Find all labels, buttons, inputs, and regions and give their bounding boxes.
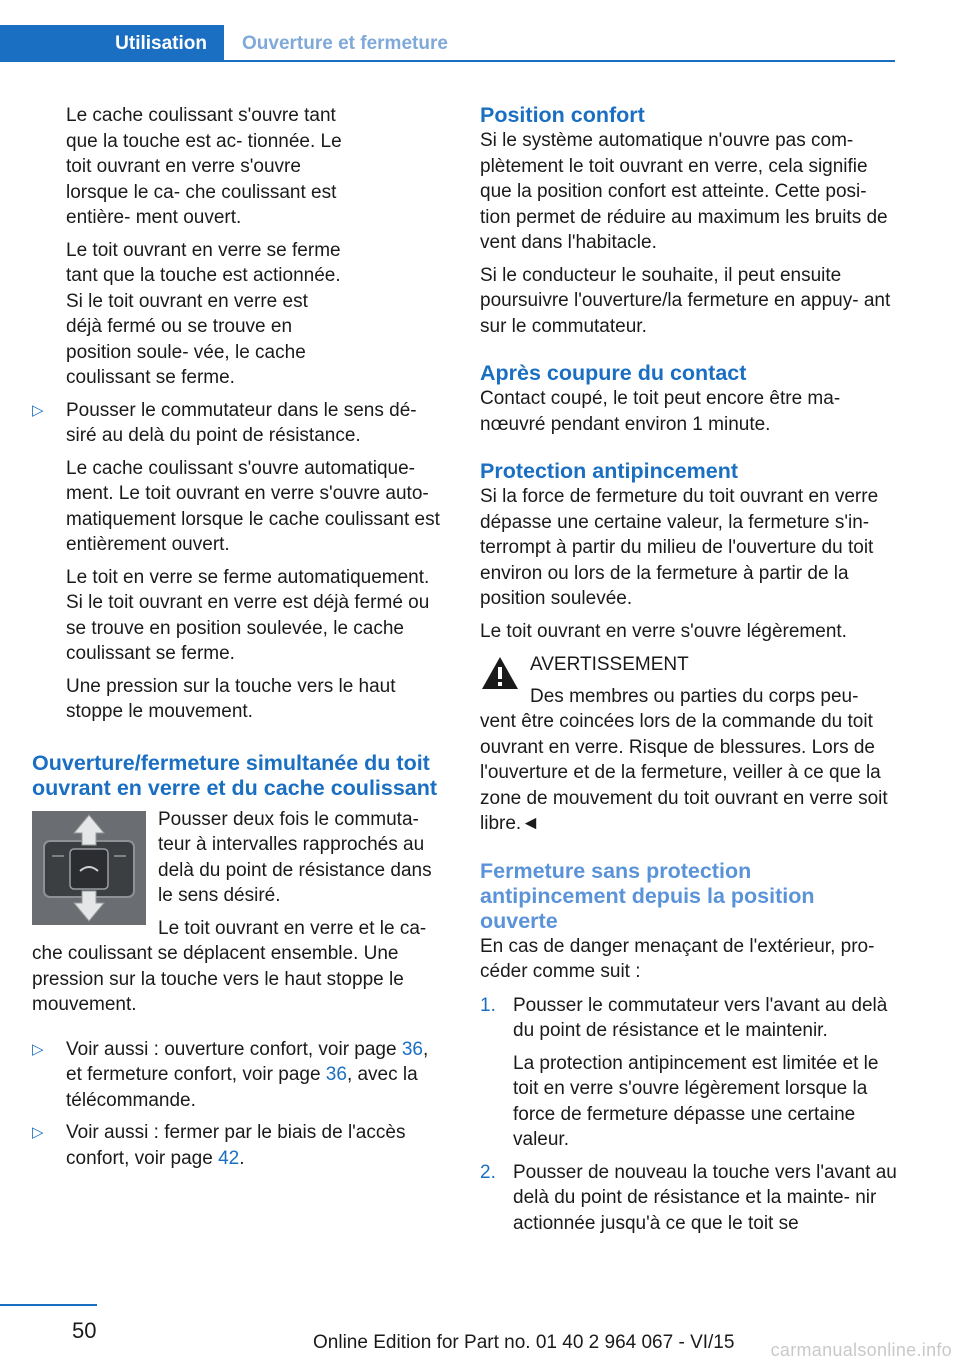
warning-title-row — [480, 652, 898, 678]
bullet-text: , avec la télécommande. — [66, 1064, 418, 1111]
triangle-bullet-icon: ▷ — [32, 1040, 44, 1058]
paragraph: Le cache coulissant s'ouvre tant que la touche est ac- tionnée. Le toit ouvrant en verre s'ouvre lorsque le ca- che coulissant est entière- ment ouvert. — [66, 105, 342, 228]
image-paragraph-block — [32, 807, 448, 1025]
bullet-text: , et fermeture confort, voir page — [66, 1038, 429, 1085]
bullet-text: . — [239, 1147, 245, 1169]
page-link-42[interactable]: 42 — [218, 1147, 240, 1169]
paragraph: Le toit ouvrant en verre s'ouvre légèrement. — [480, 620, 847, 642]
step-number: 1. — [480, 994, 496, 1016]
bullet-text: Une pression sur la touche vers le haut stoppe le mouvement. — [66, 675, 396, 722]
section-heading: Après coupure du contact — [480, 361, 747, 385]
warning-triangle-icon — [480, 655, 520, 691]
footer-rule — [0, 1304, 97, 1306]
edition-text: Online Edition for Part no. 01 40 2 964 067 - VI/15 — [313, 1332, 735, 1353]
paragraph: En cas de danger menaçant de l'extérieur, pro- céder comme suit : — [480, 935, 875, 982]
section-heading: Fermeture sans protection antipincement depuis la position ouverte — [480, 858, 815, 933]
triangle-bullet-icon: ▷ — [32, 401, 44, 419]
bullet-item — [32, 1120, 448, 1171]
header-section-title: Ouverture et fermeture — [242, 32, 448, 54]
triangle-bullet-icon: ▷ — [32, 1124, 44, 1141]
section-heading: Protection antipincement — [480, 459, 739, 483]
roof-switch-image — [32, 811, 146, 925]
warning-title: AVERTISSEMENT — [530, 654, 689, 675]
bullet-item — [32, 1037, 448, 1114]
right-column — [480, 103, 898, 1243]
bullet-text: Pousser le commutateur dans le sens dé- siré au delà du point de résistance. — [66, 399, 417, 446]
step-text: Pousser le commutateur vers l'avant au delà du point de résistance et le maintenir. — [513, 994, 888, 1041]
step-number: 2. — [480, 1161, 496, 1183]
paragraph: Si la force de fermeture du toit ouvrant en verre dépasse une certaine valeur, la fermeture s'in- terrompt à partir du milieu de l'ouverture du toit environ ou lors de la fermeture à partir de la position soulevée. — [480, 486, 879, 609]
step-text: La protection antipincement est limitée et le toit en verre s'ouvre légèrement lorsque la force de fermeture dépasse une certaine valeur. — [513, 1052, 879, 1150]
warning-text: Des membres ou parties du corps peu- vent être coincées lors de la commande du toit ouvrant en verre. Risque de blessures. Lors de l'ouverture et de la fermeture, veiller à ce que la zone de mouvement du toit ouvrant en verre soit libre.◄ — [480, 685, 888, 834]
paragraph: Si le système automatique n'ouvre pas com- plètement le toit ouvrant en verre, cela signifie que la position confort est atteinte. Cette posi- tion permet de réduire au maximum les bruits de vent dans l'habitacle. — [480, 130, 888, 253]
numbered-step — [480, 993, 898, 1153]
paragraph: Si le conducteur le souhaite, il peut ensuite poursuivre l'ouverture/la fermeture en appuy- ant sur le commutateur. — [480, 264, 891, 337]
roof-switch-icon — [32, 811, 146, 925]
page-link-36[interactable]: 36 — [325, 1064, 347, 1085]
left-column — [32, 103, 448, 1178]
section-heading: Position confort — [480, 103, 645, 127]
warning-block — [480, 652, 898, 837]
bullet-text: Le toit en verre se ferme automatiquement. Si le toit ouvrant en verre est déjà fermé ou se trouve en position soulevée, le cache coulissant se ferme. — [66, 566, 430, 664]
bullet-item — [32, 398, 448, 725]
bullet-text: Voir aussi : ouverture confort, voir page — [66, 1038, 402, 1060]
header-chapter-tab: Utilisation — [0, 25, 224, 62]
bullet-text: Voir aussi : fermer par le biais de l'accès confort, voir page — [66, 1122, 406, 1169]
numbered-step — [480, 1160, 898, 1237]
paragraph: Pousser deux fois le commuta- teur à intervalles rapprochés au delà du point de résistance dans le sens désiré. — [158, 808, 432, 906]
step-text: Pousser de nouveau la touche vers l'avant au delà du point de résistance et la mainte- nir actionnée jusqu'à ce que le toit se — [513, 1161, 897, 1234]
watermark: carmanualsonline.info — [770, 1340, 952, 1360]
paragraph: Le toit ouvrant en verre et le ca- che coulissant se déplacent ensemble. Une pression sur la touche vers le haut stoppe le mouvement. — [32, 917, 427, 1015]
paragraph: Contact coupé, le toit peut encore être ma- nœuvré pendant environ 1 minute. — [480, 388, 841, 435]
paragraph: Le toit ouvrant en verre se ferme tant que la touche est actionnée. Si le toit ouvrant en verre est déjà fermé ou se trouve en position soule- vée, le cache coulissant se ferme. — [66, 239, 341, 388]
section-heading: Ouverture/fermeture simultanée du toit ouvrant en verre et du cache coulissant — [32, 750, 438, 800]
page-link-36[interactable]: 36 — [401, 1038, 423, 1060]
page-number: 50 — [72, 1318, 97, 1343]
bullet-text: Le cache coulissant s'ouvre automatique- ment. Le toit ouvrant en verre s'ouvre auto- matiquement lorsque le cache coulissant est entièrement ouvert. — [66, 457, 440, 555]
